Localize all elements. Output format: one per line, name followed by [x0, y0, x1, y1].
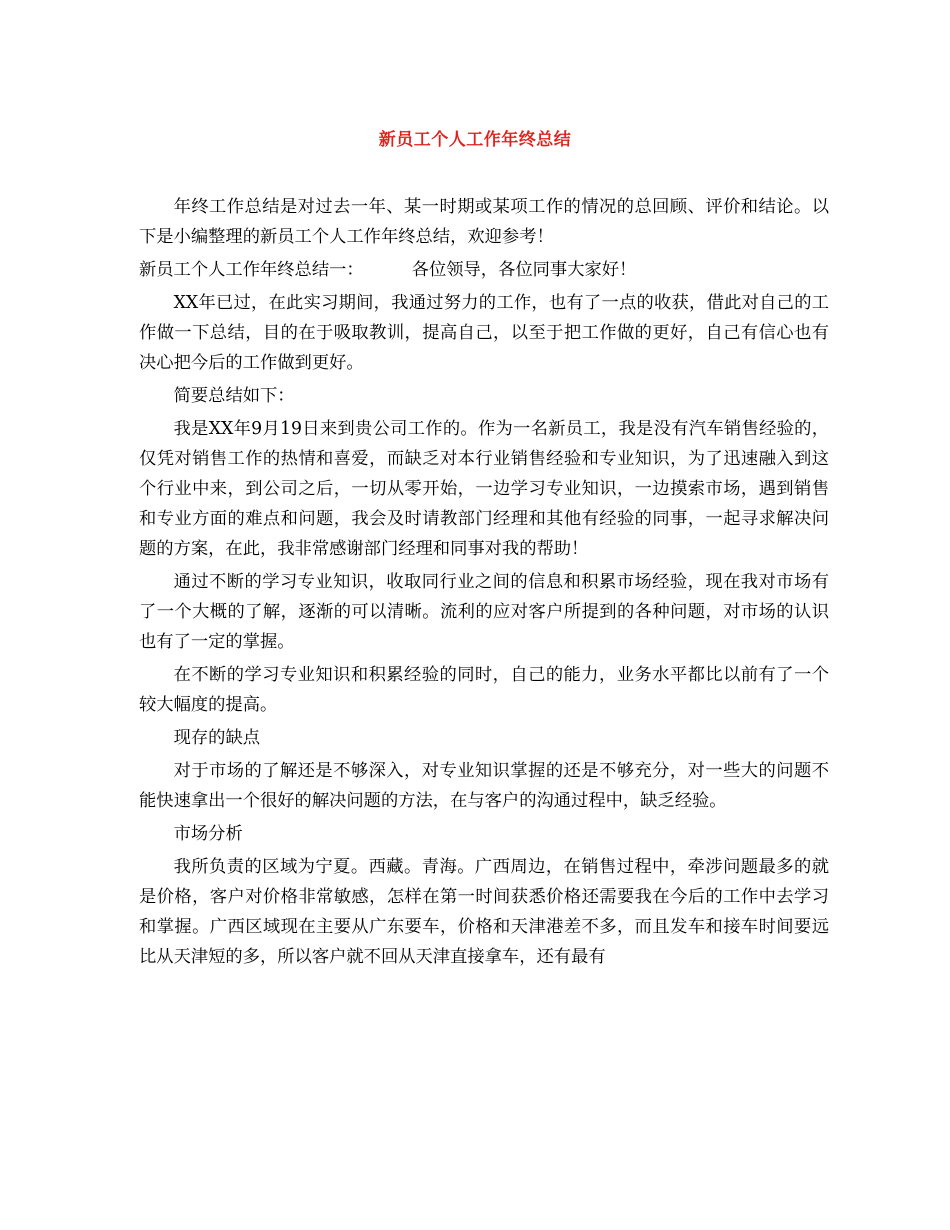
paragraph-background: 我是XX年9月19日来到贵公司工作的。作为一名新员工，我是没有汽车销售经验的，仅凭对销售工作的热情和喜爱，而缺乏对本行业销售经验和专业知识，为了迅速融入到这个行业中来，到公司之后，一切从零开始，一边学习专业知识，一边摸索市场，遇到销售和专业方面的难点和问题，我会及时请教部门经理和其他有经验的同事，一起寻求解决问题的方案，在此，我非常感谢部门经理和同事对我的帮助！ [139, 419, 829, 559]
paragraph-shortcomings: 对于市场的了解还是不够深入，对专业知识掌握的还是不够充分，对一些大的问题不能快速拿出一个很好的解决问题的方法，在与客户的沟通过程中，缺乏经验。 [139, 761, 829, 811]
intro-paragraph: 年终工作总结是对过去一年、某一时期或某项工作的情况的总回顾、评价和结论。以下是小编整理的新员工个人工作年终总结，欢迎参考！ [139, 197, 829, 247]
heading-shortcomings: 现存的缺点 [173, 728, 261, 748]
paragraph-market-analysis: 我所负责的区域为宁夏。西藏。青海。广西周边，在销售过程中，牵涉问题最多的就是价格，客户对价格非常敏感，怎样在第一时间获悉价格还需要我在今后的工作中去学习和掌握。广西区域现在主要从广东要车，价格和天津港差不多，而且发车和接车时间要远比从天津短的多，所以客户就不回从天津直接拿车，还有最有 [139, 857, 829, 967]
paragraph-improvement: 在不断的学习专业知识和积累经验的同时，自己的能力，业务水平都比以前有了一个较大幅度的提高。 [139, 665, 829, 715]
paragraph-summary-intro: XX年已过，在此实习期间，我通过努力的工作，也有了一点的收获，借此对自己的工作做一下总结，目的在于吸取教训，提高自己，以至于把工作做的更好，自己有信心也有决心把今后的工作做到更好。 [139, 293, 829, 373]
paragraph-learning: 通过不断的学习专业知识，收取同行业之间的信息和积累市场经验，现在我对市场有了一个大概的了解，逐渐的可以清晰。流利的应对客户所提到的各种问题，对市场的认识也有了一定的掌握。 [139, 572, 829, 652]
document-title: 新员工个人工作年终总结 [378, 130, 572, 150]
section-heading: 新员工个人工作年终总结一： [139, 260, 364, 280]
section-heading-line [139, 255, 829, 285]
document-body [139, 192, 829, 975]
greeting: 各位领导，各位同事大家好！ [411, 260, 637, 280]
heading-market-analysis: 市场分析 [173, 824, 243, 844]
paragraph-brief-summary: 简要总结如下： [173, 386, 295, 406]
